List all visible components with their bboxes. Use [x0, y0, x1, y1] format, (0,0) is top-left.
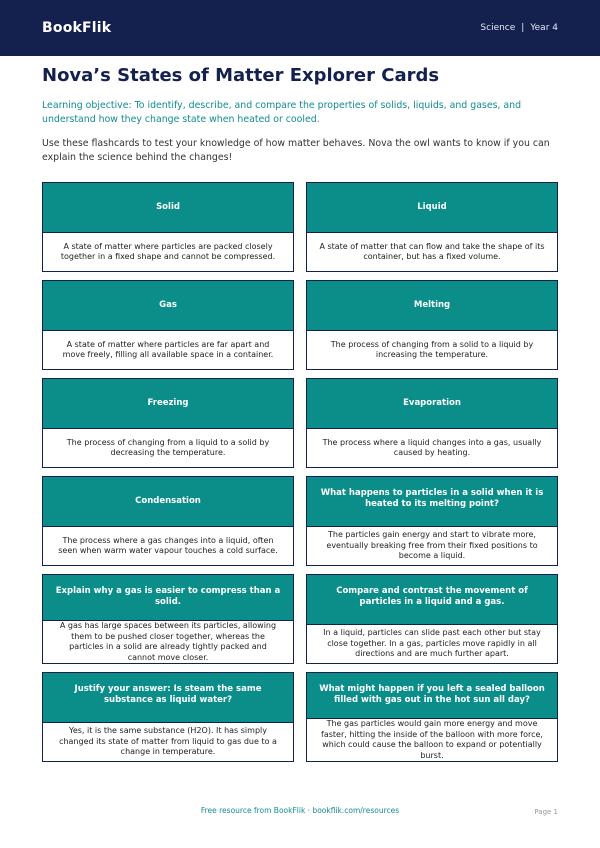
card-back: A gas has large spaces between its particles, allowing them to be pushed closer together, whereas the particles in a solid are already tightly packed and cannot move closer.: [59, 621, 277, 662]
card-back: Yes, it is the same substance (H2O). It has simply changed its state of matter from liquid to gas due to a change in temperature.: [59, 726, 277, 757]
header-meta: [480, 23, 558, 33]
card-front: Justify your answer: Is steam the same substance as liquid water?: [43, 673, 293, 723]
flashcard: [306, 182, 558, 272]
card-back: In a liquid, particles can slide past each other but stay close together. In a gas, particles move rapidly in all directions and are much further apart.: [323, 628, 541, 659]
card-back: The particles gain energy and start to vibrate more, eventually breaking free from their fixed positions to become a liquid.: [326, 530, 538, 561]
card-front: Solid: [43, 183, 293, 233]
card-back: The process of changing from a liquid to a solid by decreasing the temperature.: [66, 437, 270, 457]
card-back: The gas particles would gain more energy and move faster, hitting the inside of the balloon with more force, which could cause the balloon to expand or potentially burst.: [321, 719, 543, 760]
brand-logo[interactable]: BookFlik: [42, 20, 112, 36]
card-front: Explain why a gas is easier to compress than a solid.: [43, 575, 293, 621]
card-front: Liquid: [307, 183, 557, 233]
card-front: What happens to particles in a solid when it is heated to its melting point?: [307, 477, 557, 527]
footer-link[interactable]: Free resource from BookFlik · bookflik.com/resources: [200, 806, 400, 815]
card-back: A state of matter that can flow and take the shape of its container, but has a fixed volume.: [319, 241, 545, 261]
grade-label: Year 4: [530, 23, 558, 33]
card-front: Condensation: [43, 477, 293, 527]
card-front: Gas: [43, 281, 293, 331]
card-front: What might happen if you left a sealed balloon filled with gas out in the hot sun all day?: [307, 673, 557, 719]
top-bar: [0, 0, 600, 56]
flashcard: [42, 182, 294, 272]
flashcard: [306, 280, 558, 370]
flashcard: [42, 280, 294, 370]
learning-objective: Learning objective: To identify, describe, and compare the properties of solids, liquids, and gases, and understand how they change state when heated or cooled.: [42, 100, 522, 125]
flashcard: [42, 672, 294, 762]
card-front: Evaporation: [307, 379, 557, 429]
card-back: A state of matter where particles are far apart and move freely, filling all available space in a container.: [62, 339, 274, 359]
meta-separator: |: [521, 23, 525, 33]
flashcard: [42, 378, 294, 468]
subject-label: Science: [480, 23, 516, 33]
flashcard-grid: [42, 182, 558, 762]
flashcard: [306, 574, 558, 664]
flashcard: [306, 476, 558, 566]
card-front: Compare and contrast the movement of particles in a liquid and a gas.: [307, 575, 557, 625]
page-title: Nova’s States of Matter Explorer Cards: [42, 65, 440, 86]
card-back: The process where a liquid changes into a gas, usually caused by heating.: [322, 437, 542, 457]
card-back: A state of matter where particles are packed closely together in a fixed shape and cannot be compressed.: [60, 241, 276, 261]
card-back: The process where a gas changes into a liquid, often seen when warm water vapour touches a cold surface.: [58, 535, 278, 555]
flashcard: [306, 378, 558, 468]
page-number: Page 1: [534, 808, 558, 816]
flashcard: [306, 672, 558, 762]
flashcard: [42, 476, 294, 566]
flashcard: [42, 574, 294, 664]
intro-text: Use these flashcards to test your knowledge of how matter behaves. Nova the owl wants to know if you can explain the science behind the changes!: [42, 138, 550, 163]
card-front: Melting: [307, 281, 557, 331]
card-back: The process of changing from a solid to a liquid by increasing the temperature.: [330, 339, 534, 359]
card-front: Freezing: [43, 379, 293, 429]
